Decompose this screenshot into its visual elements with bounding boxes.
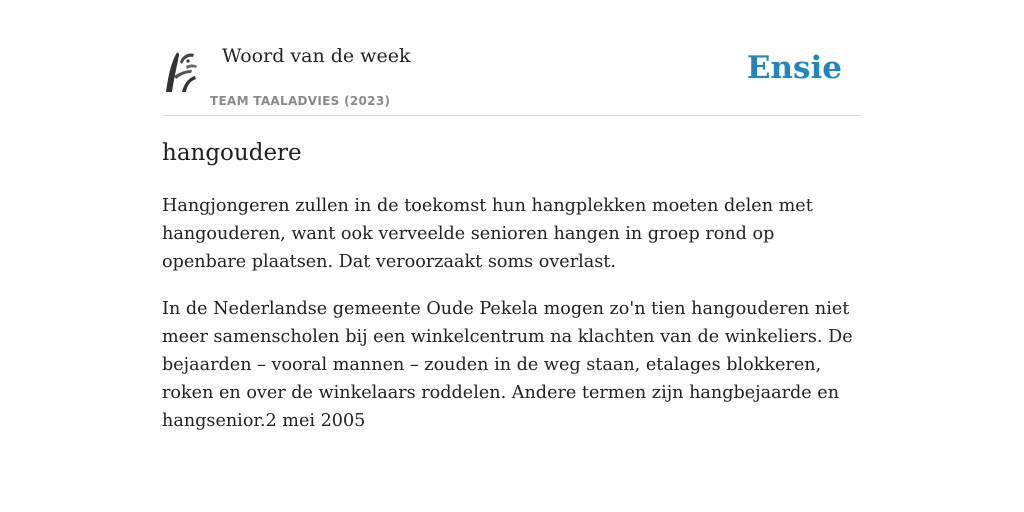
paragraph-1: Hangjongeren zullen in de toekomst hun hangplekken moeten delen met hangouderen, want ook verveelde senioren hangen in groep rond op openbare plaatsen. Dat veroorzaakt soms overlast. bbox=[162, 196, 813, 272]
article-header bbox=[162, 0, 862, 116]
header-title: Woord van de week bbox=[222, 45, 411, 67]
taaladvies-logo-icon bbox=[162, 48, 198, 96]
brand-link[interactable]: Ensie bbox=[746, 50, 842, 86]
word-heading: hangoudere bbox=[162, 140, 302, 166]
article-card bbox=[162, 0, 862, 512]
paragraph-2: In de Nederlandse gemeente Oude Pekela mogen zo'n tien hangouderen niet meer samenscholen bij een winkelcentrum na klachten van de winkeliers. De bejaarden – vooral mannen – zouden in de weg staan, etalages blokkeren, roken en over de winkelaars roddelen. Andere termen zijn hangbejaarde en hangsenior.2 mei 2005 bbox=[162, 299, 853, 431]
header-subtitle: TEAM TAALADVIES (2023) bbox=[210, 94, 391, 108]
